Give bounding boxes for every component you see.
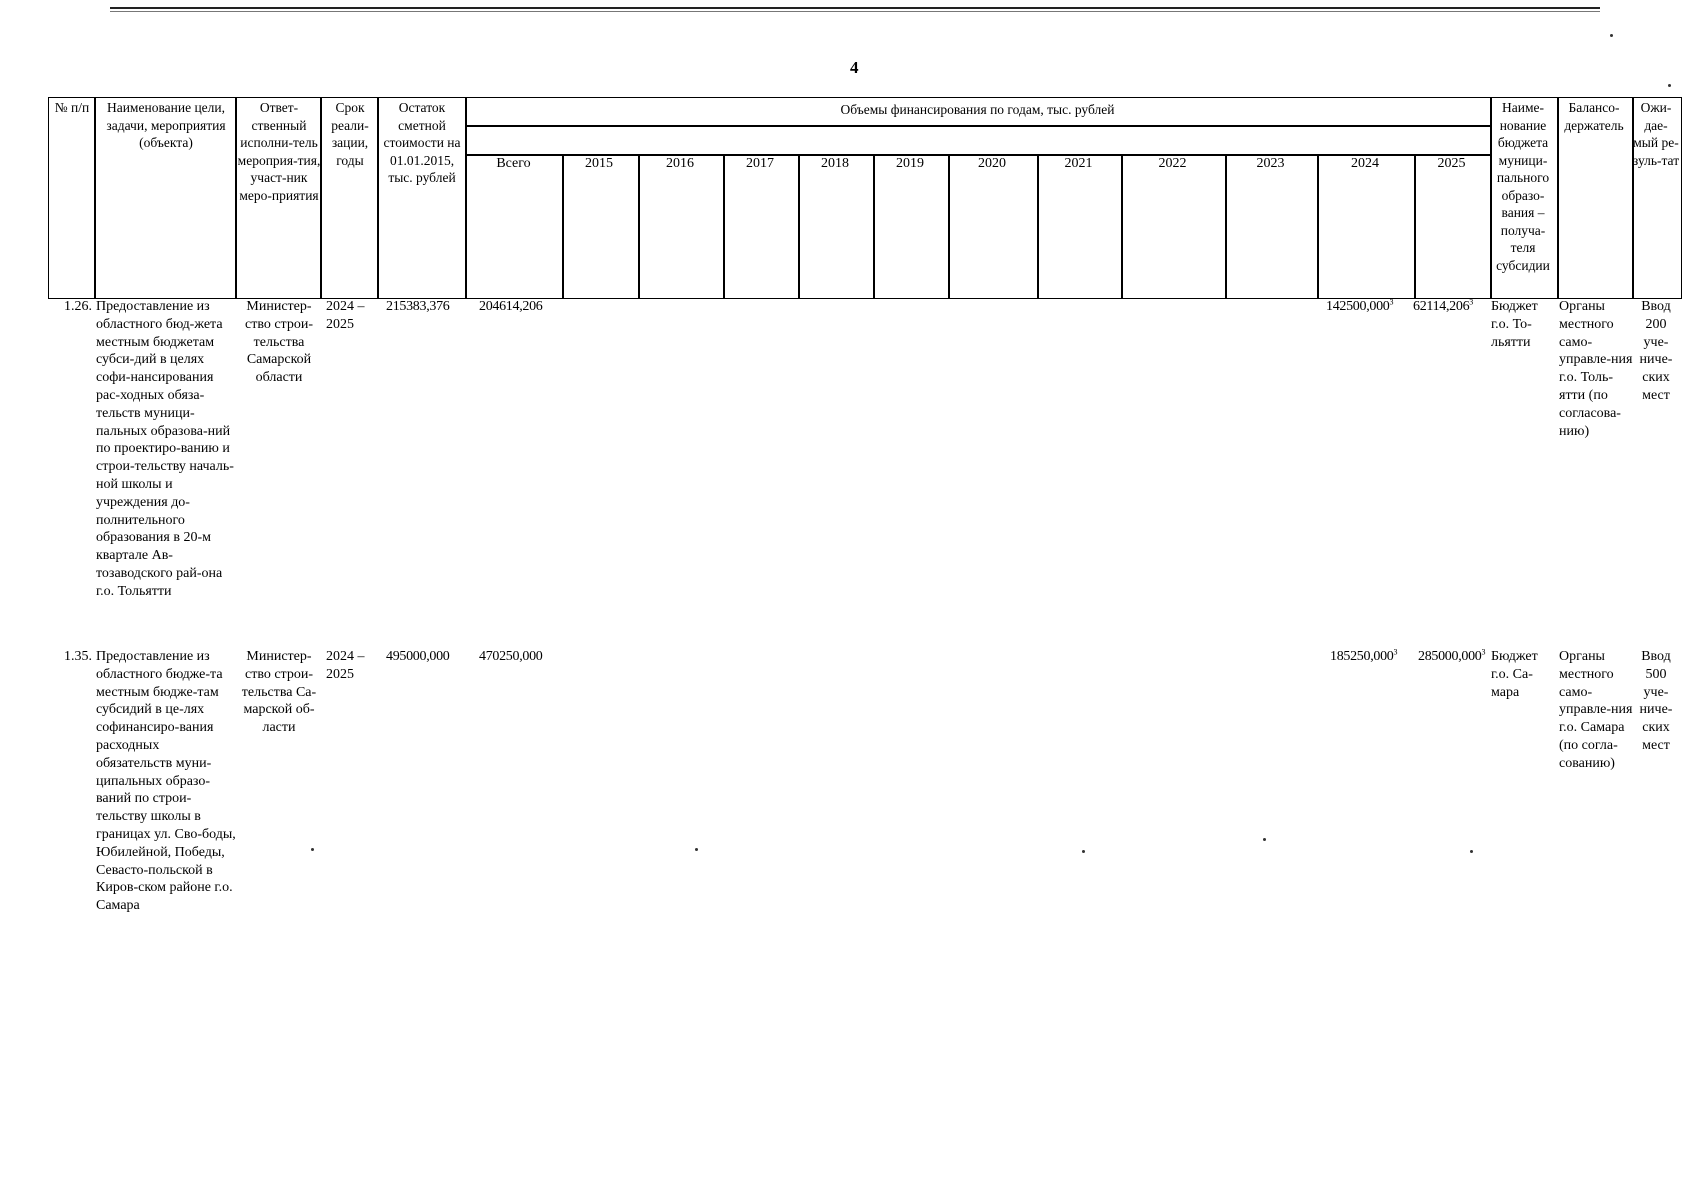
header-year: 2017	[746, 156, 774, 171]
scan-speck	[1470, 850, 1473, 853]
page-number: 4	[850, 58, 859, 77]
row-holder: Органы местного само-управле-ния г.о. Самара (по согла-сованию)	[1559, 649, 1633, 771]
footnote-mark: 3	[1389, 297, 1394, 307]
scan-speck	[1668, 84, 1671, 87]
scan-speck	[1610, 34, 1613, 37]
header-year: 2022	[1158, 156, 1187, 171]
header-budget-name: Наиме-нование бюджета муници-пального образо-вания – получа-теля субсидии	[1496, 100, 1550, 273]
row-responsible: Министер-ство строи-тельства Самарской области	[244, 299, 313, 386]
row-result: Ввод 500 уче-ниче-ских мест	[1639, 649, 1673, 753]
header-year: 2018	[821, 156, 849, 171]
row-term: 2024 – 2025	[326, 299, 365, 332]
header-financing: Объемы финансирования по годам, тыс. рублей	[840, 102, 1115, 117]
header-year: 2019	[896, 156, 924, 171]
row-number: 1.26.	[64, 299, 92, 314]
row-remainder: 215383,376	[386, 299, 450, 314]
row-2025-value: 62114,206	[1413, 299, 1470, 314]
header-year: 2025	[1437, 156, 1466, 171]
row-total: 204614,206	[479, 299, 543, 314]
header-year: 2023	[1256, 156, 1285, 171]
header-responsible: Ответ-ственный исполни-тель мероприя-тия, участ-ник меро-приятия	[237, 100, 321, 203]
header-year: 2015	[585, 156, 613, 171]
header-total: Всего	[496, 156, 531, 171]
row-number: 1.35.	[64, 649, 92, 664]
header-name: Наименование цели, задачи, мероприятия (объекта)	[106, 100, 226, 150]
row-name: Предоставление из областного бюд-жета местным бюджетам субси-дий в целях софи-нансирования рас-ходных обяза-тельств муници-пальных образова-ний по проектиро-ванию и строи-тельству началь-ной школы и учреждения до-полнительного образования в 20-м квартале Ав-тозаводского рай-она г.о. Тольятти	[96, 299, 234, 599]
header-year: 2021	[1064, 156, 1093, 171]
row-2024-value: 142500,000	[1326, 299, 1390, 314]
header-remainder: Остаток сметной стоимости на 01.01.2015, тыс. рублей	[383, 100, 461, 185]
header-year: 2016	[666, 156, 694, 171]
row-2024-value: 185250,000	[1330, 649, 1394, 664]
footnote-mark: 3	[1393, 647, 1398, 657]
scan-top-rule-thin	[110, 11, 1600, 12]
row-2025-value: 285000,000	[1418, 649, 1482, 664]
row-responsible: Министер-ство строи-тельства Са-марской об-ласти	[241, 649, 317, 736]
row-name: Предоставление из областного бюдже-та местным бюдже-там субсидий в це-лях софинансиро-вания расходных обязательств муни-ципальных образо-ваний по строи-тельству школы в границах ул. Сво-боды, Юбилейной, Победы, Севасто-польской в Киров-ском районе г.о. Самара	[96, 649, 236, 914]
header-holder: Балансо-держатель	[1564, 100, 1624, 133]
row-budget-name: Бюджет г.о. Са-мара	[1491, 649, 1538, 700]
row-2024	[1330, 648, 1418, 666]
row-holder: Органы местного само-управле-ния г.о. Толь-ятти (по согласова-нию)	[1559, 299, 1633, 439]
row-2024	[1326, 298, 1416, 316]
row-budget-name: Бюджет г.о. То-льятти	[1491, 299, 1538, 350]
row-remainder: 495000,000	[386, 649, 450, 664]
scan-speck	[311, 848, 314, 851]
scan-speck	[1082, 850, 1085, 853]
row-term: 2024 – 2025	[326, 649, 365, 682]
scan-top-rule	[110, 7, 1600, 9]
scan-speck	[695, 848, 698, 851]
header-year: 2024	[1351, 156, 1379, 171]
row-2025	[1413, 298, 1491, 316]
row-total: 470250,000	[479, 649, 543, 664]
header-year: 2020	[978, 156, 1006, 171]
footnote-mark: 3	[1481, 647, 1486, 657]
row-2025	[1418, 648, 1494, 666]
header-term: Срок реали-зации, годы	[331, 100, 369, 168]
row-result: Ввод 200 уче-ниче-ских мест	[1639, 299, 1673, 403]
header-no: № п/п	[54, 100, 90, 115]
header-result: Ожи-дае-мый ре-зуль-тат	[1632, 100, 1680, 168]
scan-speck	[1263, 838, 1266, 841]
footnote-mark: 3	[1469, 297, 1473, 307]
